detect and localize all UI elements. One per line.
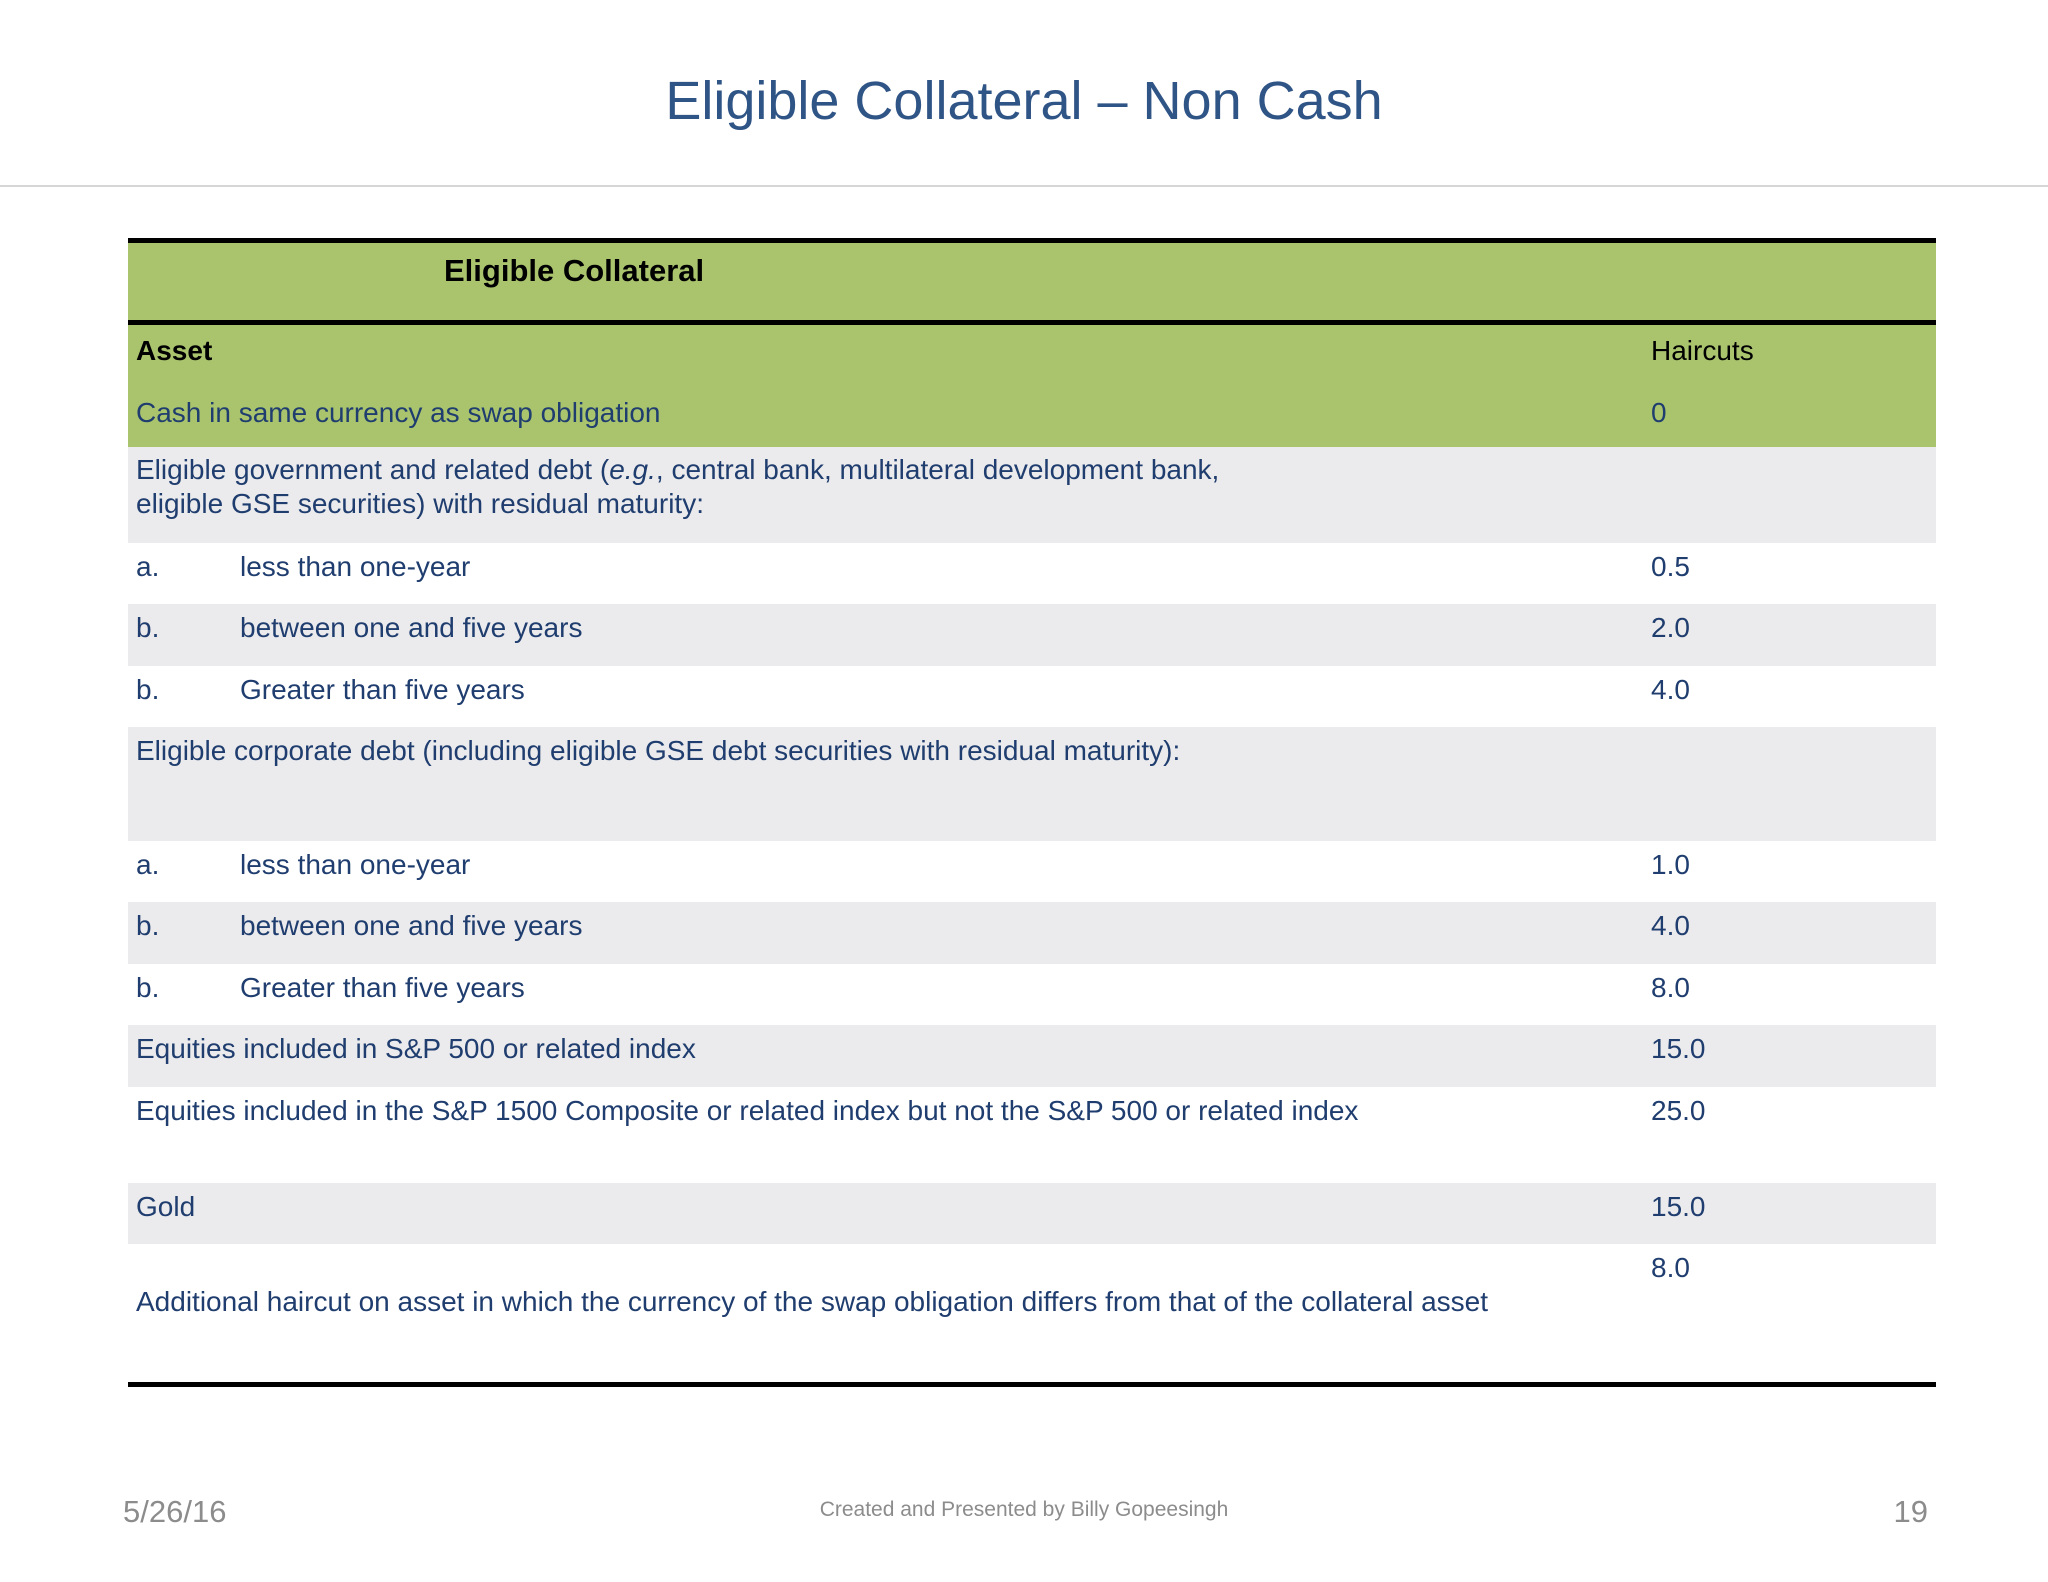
haircut-cell: 4.0 [1651,910,1690,941]
asset-text: , central bank, multilateral development bank, [655,454,1220,485]
item-letter: a. [136,551,160,582]
table-caption-row [128,238,1936,325]
asset-cell: Gold [136,1191,196,1222]
table-row [128,604,1936,666]
haircut-cell: 4.0 [1651,674,1690,705]
slide-title: Eligible Collateral – Non Cash [665,71,1383,131]
asset-cell: less than one-year [240,849,471,880]
asset-cell: between one and five years [240,612,583,643]
haircut-cell: 0 [1651,397,1667,428]
table-header-row [128,325,1936,389]
column-header-asset: Asset [136,335,213,366]
haircut-cell: 1.0 [1651,849,1690,880]
table-bottom-rule [128,1382,1936,1387]
haircut-cell: 8.0 [1651,1252,1690,1283]
table-row [128,447,1936,543]
table-row [128,1025,1936,1087]
item-letter: a. [136,849,160,880]
item-letter: b. [136,674,160,705]
asset-cell: Equities included in the S&P 1500 Composite or related index but not the S&P 500 or related index [136,1095,1359,1126]
asset-cell: Greater than five years [240,674,525,705]
table-row [128,389,1936,447]
title-divider [0,185,2048,187]
footer-credit: Created and Presented by Billy Gopeesingh [819,1498,1229,1521]
table-row [128,1244,1936,1383]
item-letter: b. [136,972,160,1003]
haircut-cell: 15.0 [1651,1033,1706,1064]
asset-cell: Greater than five years [240,972,525,1003]
haircut-cell: 15.0 [1651,1191,1706,1222]
footer-date: 5/26/16 [123,1494,227,1529]
collateral-table [128,238,1936,1383]
page-number: 19 [1893,1494,1928,1529]
asset-cell: between one and five years [240,910,583,941]
table-row [128,727,1936,841]
asset-cell [136,453,1219,521]
item-letter: b. [136,910,160,941]
table-row [128,964,1936,1025]
asset-cell: Additional haircut on asset in which the currency of the swap obligation differs from that of the collateral asset [136,1286,1488,1317]
table-row [128,902,1936,964]
table-row [128,841,1936,902]
table-row [128,1183,1936,1244]
haircut-cell: 2.0 [1651,612,1690,643]
column-header-haircuts: Haircuts [1651,335,1754,366]
haircut-cell: 25.0 [1651,1095,1706,1126]
asset-text: eligible GSE securities) with residual maturity: [136,488,704,519]
asset-cell: Eligible corporate debt (including eligible GSE debt securities with residual maturity): [136,735,1181,766]
table-caption: Eligible Collateral [444,253,705,288]
table-row [128,666,1936,727]
asset-text: Eligible government and related debt ( [136,454,610,485]
asset-cell: less than one-year [240,551,471,582]
haircut-cell: 0.5 [1651,551,1690,582]
item-letter: b. [136,612,160,643]
asset-cell: Cash in same currency as swap obligation [136,397,661,428]
table-row [128,1087,1936,1183]
table-row [128,543,1936,604]
asset-text-emphasis: e.g. [609,454,656,485]
asset-cell: Equities included in S&P 500 or related index [136,1033,696,1064]
haircut-cell: 8.0 [1651,972,1690,1003]
